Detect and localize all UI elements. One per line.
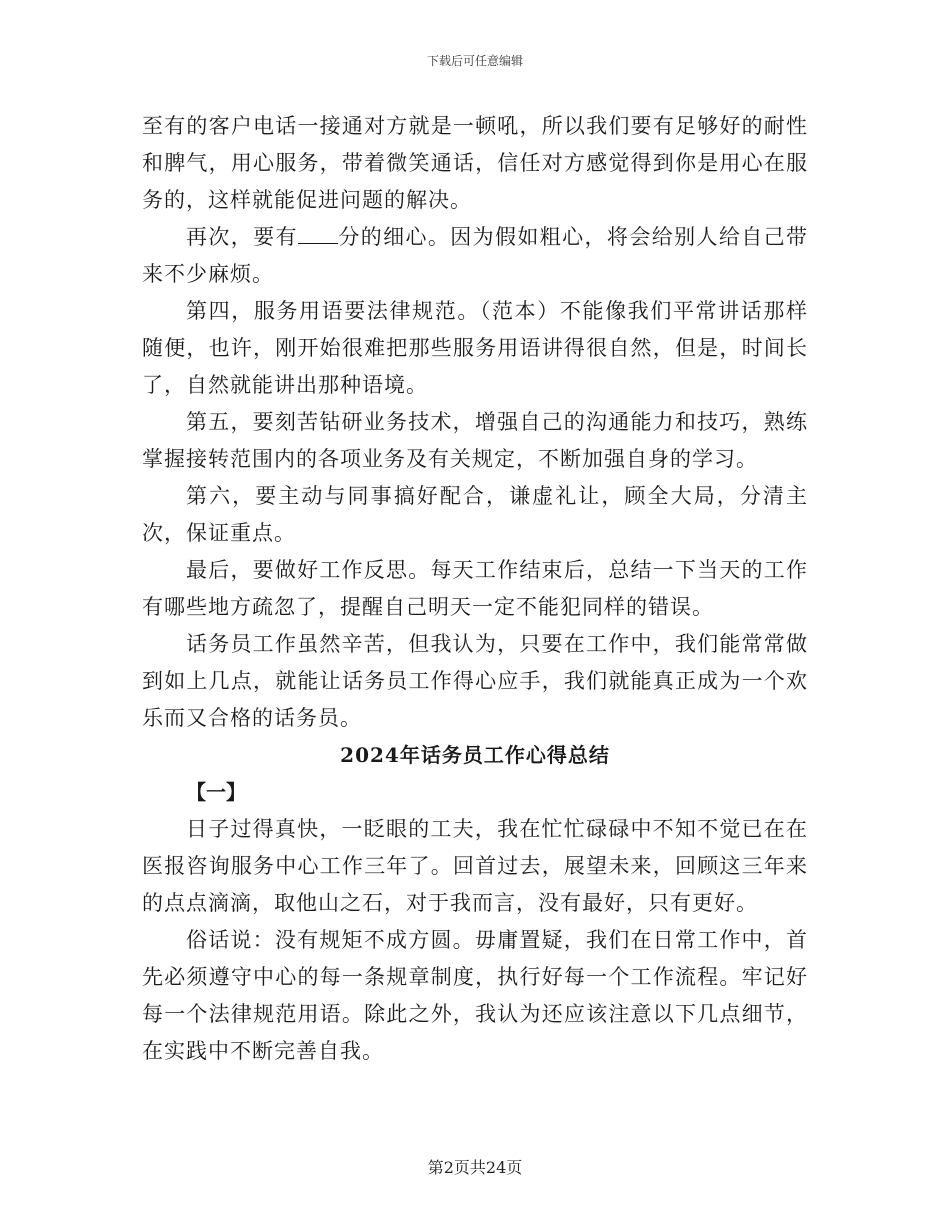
paragraph-conclusion: 话务员工作虽然辛苦，但我认为，只要在工作中，我们能常常做到如上几点，就能让话务员工作得心应手，我们就能真正成为一个欢乐而又合格的话务员。 [142,632,808,730]
document-body [142,108,808,1070]
page-footer: 第2页共24页 [427,1158,523,1177]
paragraph-third-point-end: 分的细心。因为假如粗心，将会给别人给自己带来不少麻烦。 [142,225,809,286]
page-header: 下载后可任意编辑 [426,54,523,68]
paragraph-third-point [142,219,808,293]
section-paragraph-rules: 俗话说：没有规矩不成方圆。毋庸置疑，我们在日常工作中，首先必须遵守中心的每一条规章制度，执行好每一个工作流程。牢记好每一个法律规范用语。除此之外，我认为还应该注意以下几点细节，在实践中不断完善自我。 [142,928,808,1063]
paragraph-continuation: 至有的客户电话一接通对方就是一顿吼，所以我们要有足够好的耐性和脾气，用心服务，带着微笑通话，信任对方感觉得到你是用心在服务的，这样就能促进问题的解决。 [142,114,808,212]
paragraph-fourth-point: 第四，服务用语要法律规范。（范本）不能像我们平常讲话那样随便，也许，刚开始很难把那些服务用语讲得很自然，但是，时间长了，自然就能讲出那种语境。 [142,299,808,397]
paragraph-fifth-point: 第五，要刻苦钻研业务技术，增强自己的沟通能力和技巧，熟练掌握接转范围内的各项业务及有关规定，不断加强自身的学习。 [142,410,808,471]
section-paragraph-intro: 日子过得真快，一眨眼的工夫，我在忙忙碌碌中不知不觉已在在医报咨询服务中心工作三年了。回首过去，展望未来，回顾这三年来的点点滴滴，取他山之石，对于我而言，没有最好，只有更好。 [142,817,808,915]
paragraph-last-point: 最后，要做好工作反思。每天工作结束后，总结一下当天的工作有哪些地方疏忽了，提醒自己明天一定不能犯同样的错误。 [142,558,808,619]
paragraph-sixth-point: 第六，要主动与同事搞好配合，谦虚礼让，顾全大局，分清主次，保证重点。 [142,484,808,545]
section-mark: 【一】 [186,780,246,804]
paragraph-third-point-start: 再次，要有 [186,225,298,249]
section-title: 2024年话务员工作心得总结 [340,743,610,767]
fill-in-blank [298,225,338,244]
